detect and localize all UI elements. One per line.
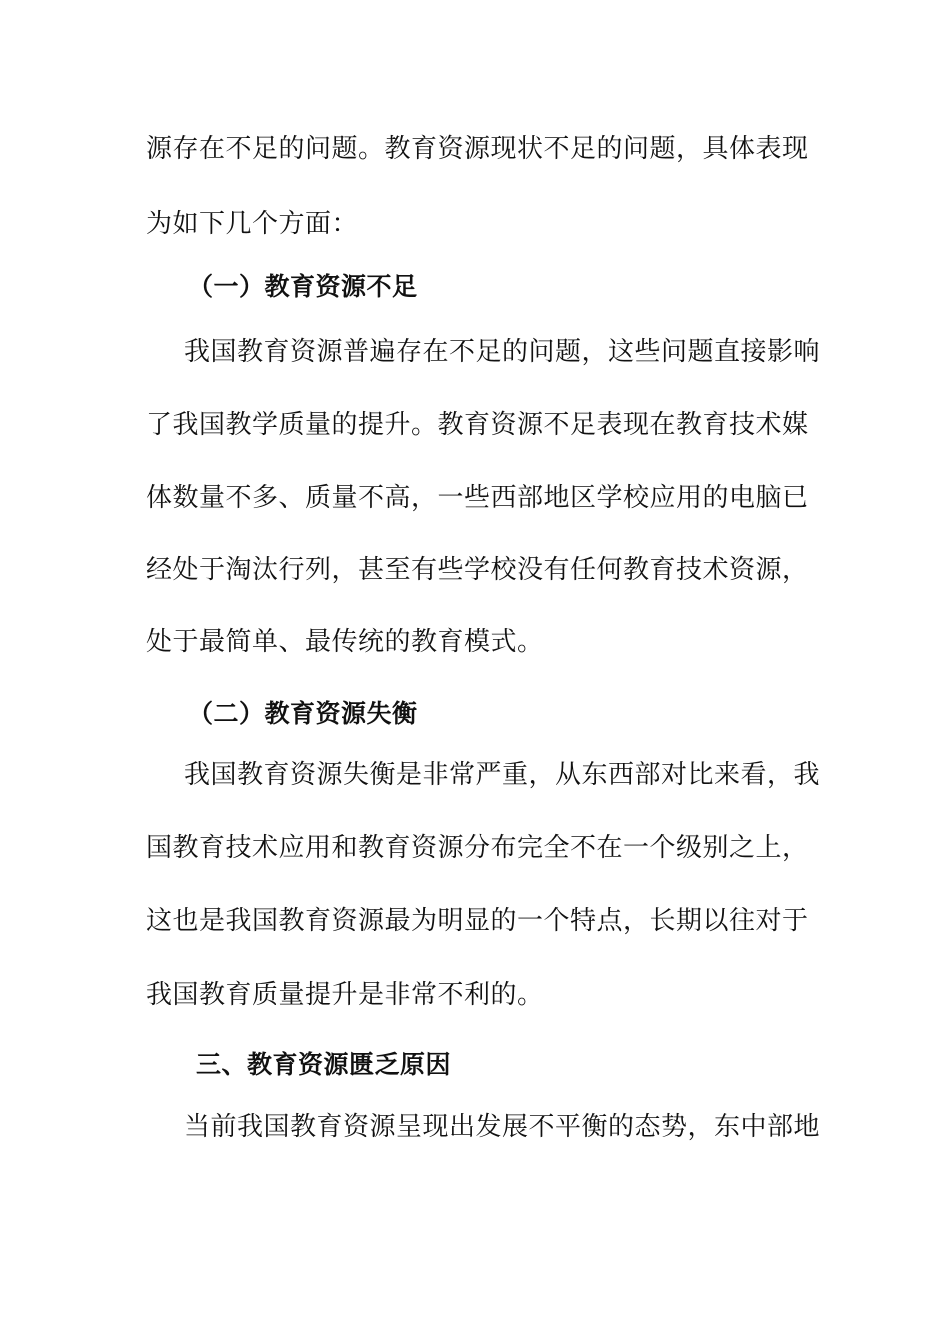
body-text-line: 处于最简单、最传统的教育模式。 <box>146 627 544 657</box>
body-text-line: 源存在不足的问题。教育资源现状不足的问题，具体表现 <box>146 134 809 164</box>
body-text-line: 这也是我国教育资源最为明显的一个特点，长期以往对于 <box>146 906 809 936</box>
body-text-line: 为如下几个方面： <box>146 209 359 239</box>
body-text-line: 了我国教学质量的提升。教育资源不足表现在教育技术媒 <box>146 410 809 440</box>
section-heading-3: 三、教育资源匮乏原因 <box>196 1050 452 1079</box>
body-text-line: 经处于淘汰行列，甚至有些学校没有任何教育技术资源， <box>146 555 809 585</box>
section-heading-2: （二）教育资源失衡 <box>188 699 418 728</box>
body-text-line: 体数量不多、质量不高，一些西部地区学校应用的电脑已 <box>146 483 809 513</box>
body-text-line: 国教育技术应用和教育资源分布完全不在一个级别之上， <box>146 833 809 863</box>
body-text-line: 我国教育资源失衡是非常严重，从东西部对比来看，我 <box>184 760 821 790</box>
body-text-line: 我国教育资源普遍存在不足的问题，这些问题直接影响 <box>184 337 821 367</box>
body-text-line: 当前我国教育资源呈现出发展不平衡的态势，东中部地 <box>184 1112 821 1142</box>
body-text-line: 我国教育质量提升是非常不利的。 <box>146 980 544 1010</box>
section-heading-1: （一）教育资源不足 <box>188 272 418 301</box>
